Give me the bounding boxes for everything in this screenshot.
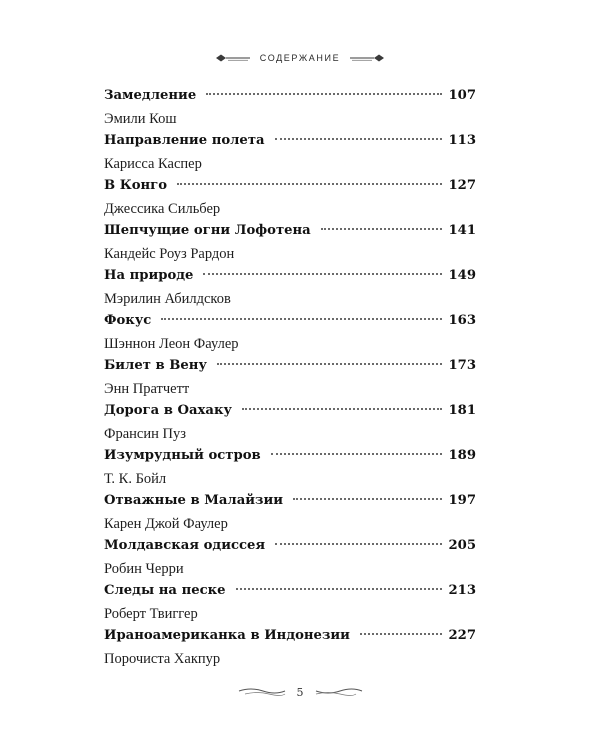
- entry-author: Робин Черри: [104, 561, 184, 577]
- entry-author: Т. К. Бойл: [104, 471, 167, 487]
- entry-author: Энн Пратчетт: [104, 381, 190, 397]
- section-title: СОДЕРЖАНИЕ: [259, 53, 341, 63]
- entry-title: Дорога в Оахаку: [104, 403, 232, 418]
- left-flourish-icon: [237, 686, 287, 698]
- entry-author: Кандейс Роуз Рардон: [104, 246, 235, 262]
- dot-leader: [271, 453, 443, 455]
- entry-title: Замедление: [104, 88, 197, 103]
- toc-entry: [104, 403, 476, 448]
- toc-entry: [104, 223, 476, 268]
- dot-leader: [203, 273, 442, 275]
- entry-page-number: 149: [448, 268, 476, 283]
- entry-page-number: 213: [448, 583, 476, 598]
- entry-author: Мэрилин Абилдсков: [104, 291, 231, 307]
- running-header: [0, 46, 600, 70]
- right-flourish-icon: [314, 686, 364, 698]
- entry-page-number: 189: [448, 448, 476, 463]
- toc-entry: [104, 538, 476, 583]
- dot-leader: [217, 363, 443, 365]
- entry-author: Роберт Твиггер: [104, 606, 198, 622]
- dot-leader: [321, 228, 443, 230]
- entry-page-number: 107: [448, 88, 476, 103]
- entry-page-number: 141: [448, 223, 476, 238]
- entry-title: Фокус: [104, 313, 152, 328]
- left-ornament-icon: [214, 52, 252, 64]
- page-footer: [0, 680, 600, 704]
- entry-title: Отважные в Малайзии: [104, 493, 284, 508]
- dot-leader: [293, 498, 442, 500]
- entry-title: В Конго: [104, 178, 168, 193]
- dot-leader: [275, 543, 442, 545]
- entry-title: Направление полета: [104, 133, 265, 148]
- dot-leader: [161, 318, 442, 320]
- entry-page-number: 113: [448, 133, 476, 148]
- entry-page-number: 181: [448, 403, 476, 418]
- entry-author: Порочиста Хакпур: [104, 651, 221, 667]
- entry-title: Билет в Вену: [104, 358, 207, 373]
- table-of-contents: [104, 88, 476, 673]
- dot-leader: [275, 138, 443, 140]
- toc-entry: [104, 268, 476, 313]
- entry-page-number: 173: [448, 358, 476, 373]
- right-ornament-icon: [348, 52, 386, 64]
- dot-leader: [242, 408, 443, 410]
- entry-author: Франсин Пуз: [104, 426, 186, 442]
- entry-title: Шепчущие огни Лофотена: [104, 223, 311, 238]
- entry-author: Шэннон Леон Фаулер: [104, 336, 239, 352]
- entry-page-number: 163: [448, 313, 476, 328]
- dot-leader: [177, 183, 442, 185]
- toc-entry: [104, 313, 476, 358]
- toc-entry: [104, 358, 476, 403]
- entry-title: Молдавская одиссея: [104, 538, 266, 553]
- entry-title: Изумрудный остров: [104, 448, 261, 463]
- toc-entry: [104, 448, 476, 493]
- entry-page-number: 227: [448, 628, 476, 643]
- entry-page-number: 197: [448, 493, 476, 508]
- entry-author: Карен Джой Фаулер: [104, 516, 228, 532]
- toc-entry: [104, 628, 476, 673]
- dot-leader: [236, 588, 443, 590]
- toc-entry: [104, 88, 476, 133]
- toc-entry: [104, 133, 476, 178]
- page-number: 5: [296, 685, 304, 699]
- toc-entry: [104, 493, 476, 538]
- entry-page-number: 205: [448, 538, 476, 553]
- entry-author: Карисса Каспер: [104, 156, 202, 172]
- entry-author: Джессика Сильбер: [104, 201, 221, 217]
- entry-title: Ираноамериканка в Индонезии: [104, 628, 350, 643]
- entry-title: Следы на песке: [104, 583, 226, 598]
- dot-leader: [206, 93, 442, 95]
- entry-title: На природе: [104, 268, 194, 283]
- entry-author: Эмили Кош: [104, 111, 177, 127]
- entry-page-number: 127: [448, 178, 476, 193]
- dot-leader: [360, 633, 443, 635]
- toc-entry: [104, 178, 476, 223]
- toc-entry: [104, 583, 476, 628]
